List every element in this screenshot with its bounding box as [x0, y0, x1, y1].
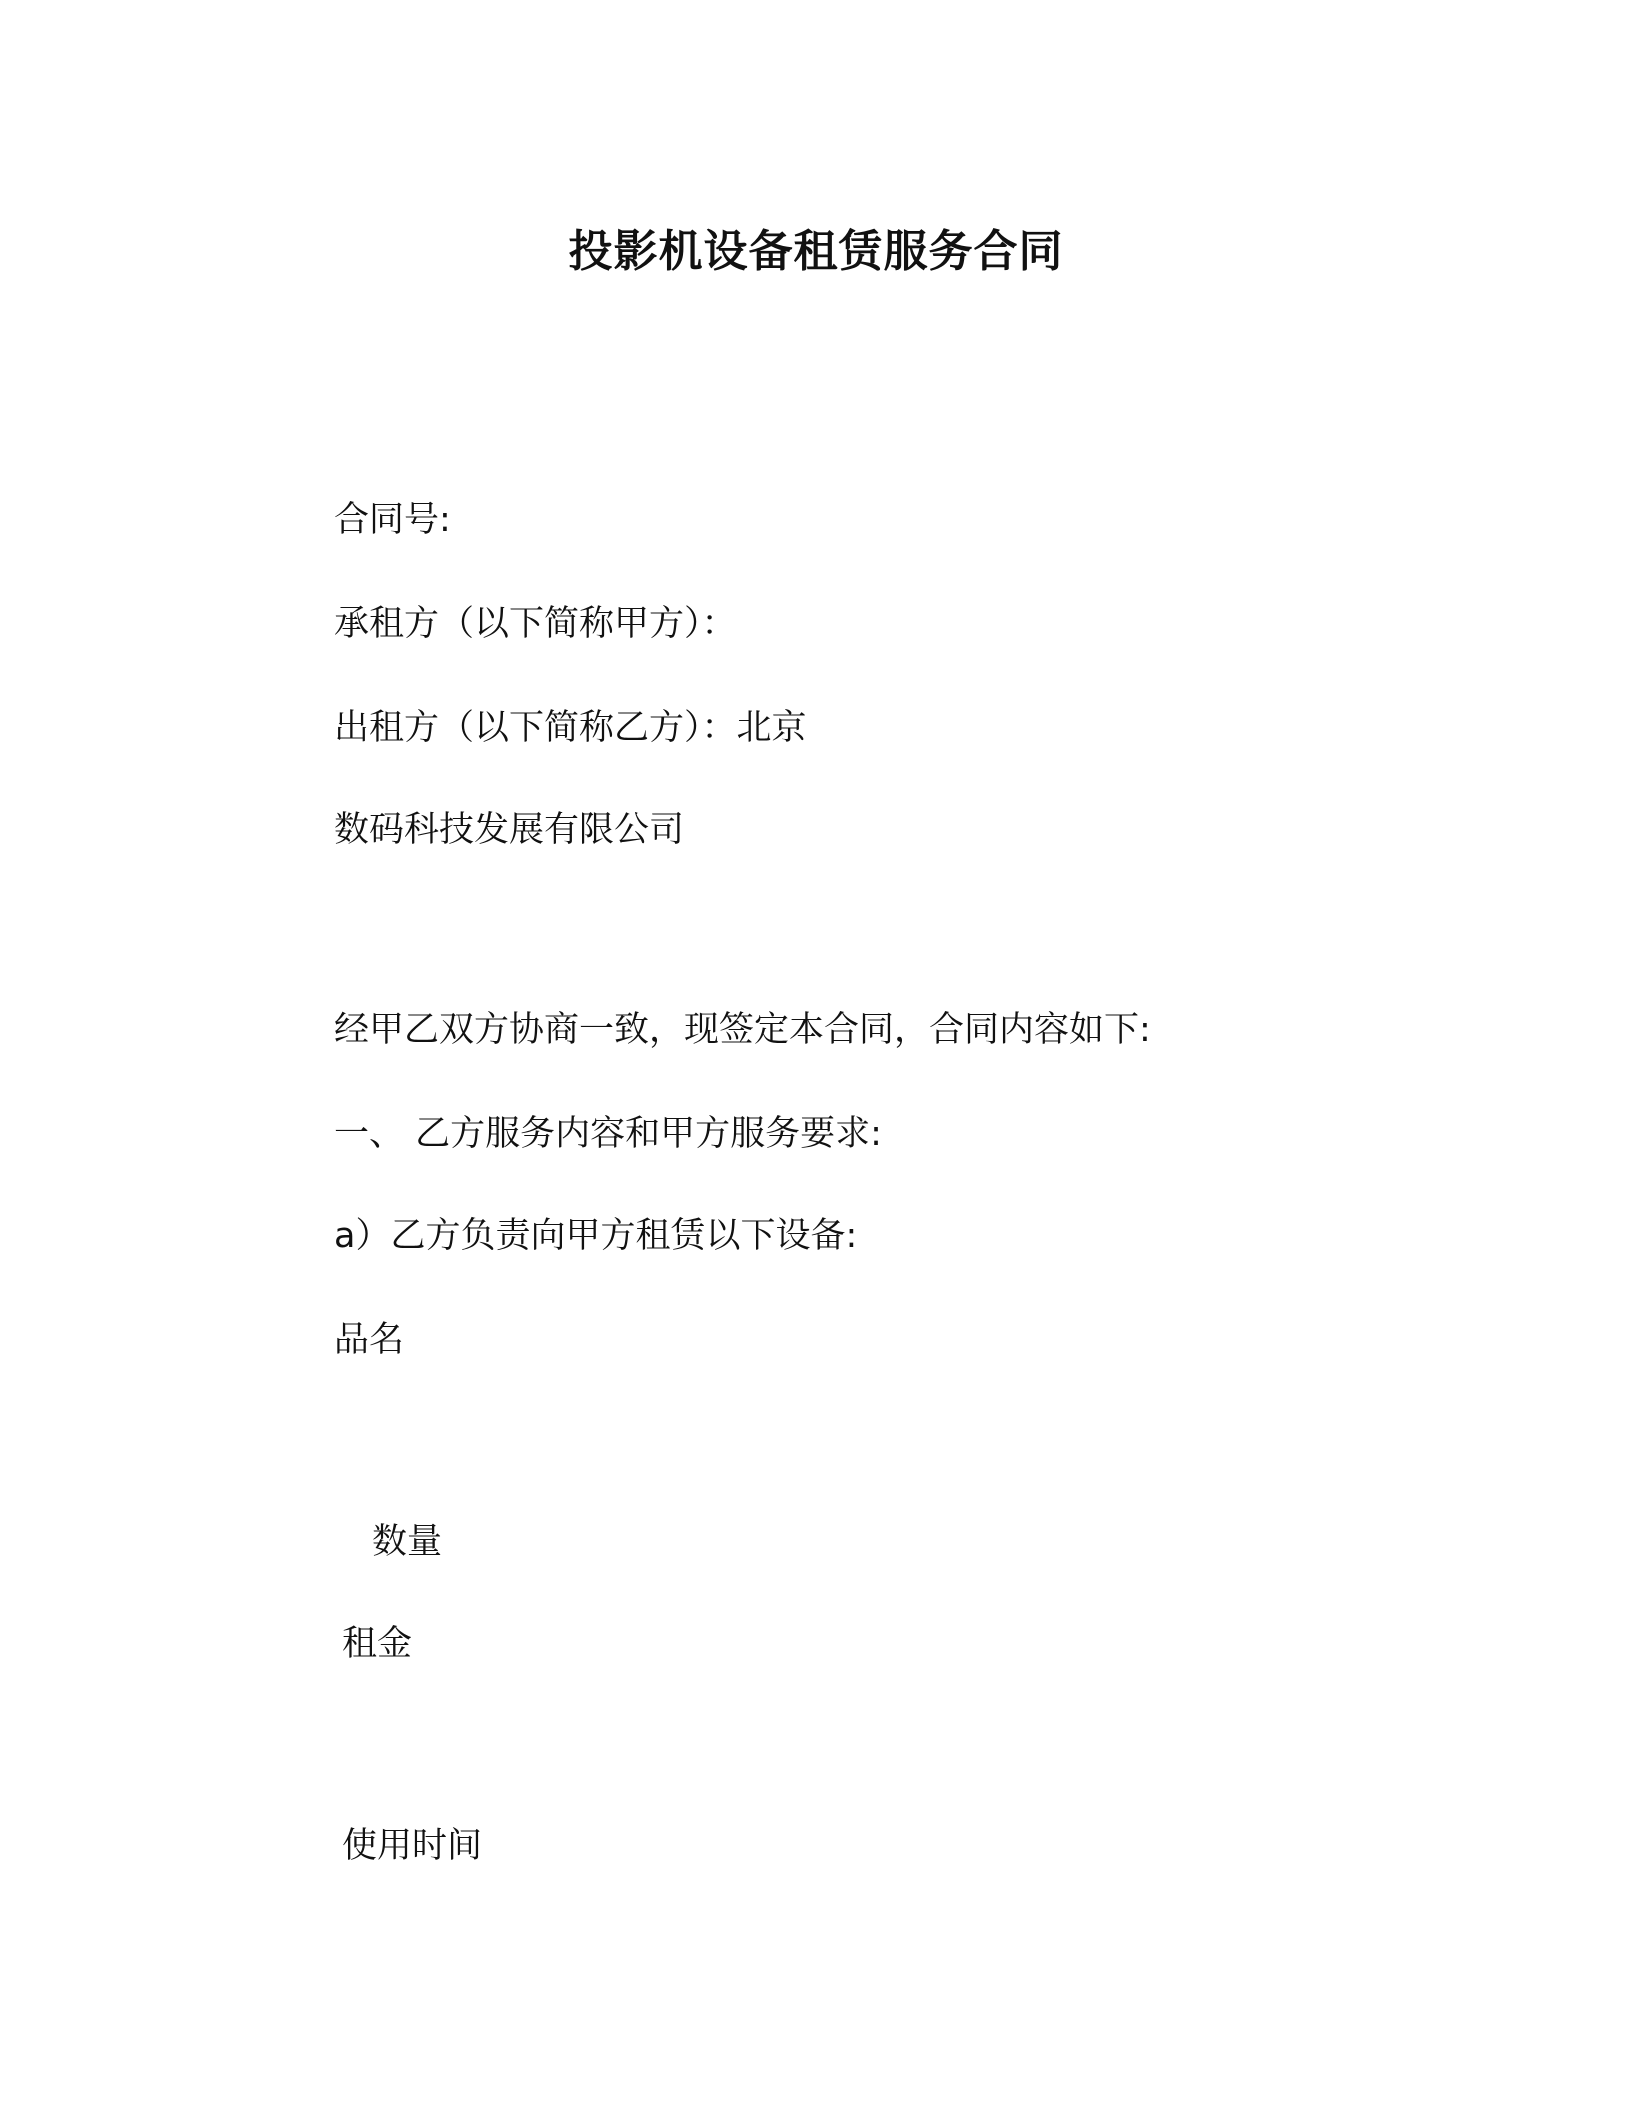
field-rent: 租金	[342, 1624, 413, 1664]
section-1-heading: 一、 乙方服务内容和甲方服务要求:	[334, 1114, 882, 1154]
agreement-intro: 经甲乙双方协商一致，现签定本合同，合同内容如下:	[334, 1010, 1151, 1050]
lessor-name-continued: 数码科技发展有限公司	[334, 810, 685, 850]
contract-number-label: 合同号:	[334, 500, 451, 540]
lessee-label: 承租方（以下简称甲方）：	[334, 604, 737, 644]
clause-a: a）乙方负责向甲方租赁以下设备:	[334, 1216, 858, 1256]
lessor-label: 出租方（以下简称乙方）：北京	[334, 708, 807, 748]
field-quantity: 数量	[372, 1522, 443, 1562]
field-usage-time: 使用时间	[342, 1826, 483, 1866]
field-item-name: 品名	[334, 1320, 405, 1360]
contract-title: 投影机设备租赁服务合同	[568, 226, 1064, 277]
